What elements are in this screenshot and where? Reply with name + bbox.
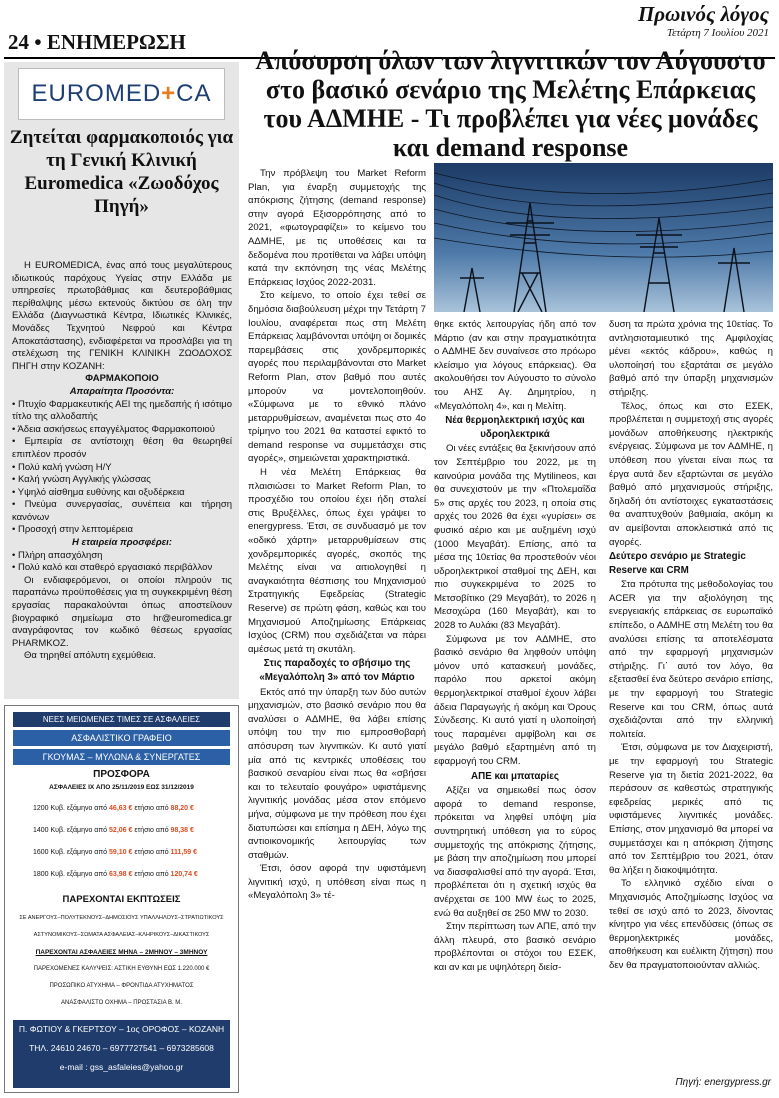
requirement-item: • Εμπειρία σε αντίστοιχη θέση θα θεωρηθεί επιπλέον προσόν: [12, 436, 232, 460]
ad-offer-period: ΑΣΦΑΛΕΙΕΣ ΙΧ ΑΠΟ 25/11/2019 ΕΩΣ 31/12/2019: [49, 784, 194, 791]
paragraph: Στην περίπτωση των ΑΠΕ, από την άλλη πλευρά, στο βασικό σενάριο προβλέπονται οι στόχοι του ΕΣΕΚ, και αν και με υψηλότερη διείσ-: [434, 921, 596, 973]
paragraph: Την πρόβλεψη του Market Reform Plan, για έναρξη συμμετοχής της απόκρισης ζήτησης (demand response) στην αγορά Εξισορρόπησης από το 2021, «φωτογραφίζει» το κείμενο του ΑΔΜΗΕ, με τις υποθέσεις και τα δεδομένα που προτίθεται να λάβει υπόψη κατά την εκπόνηση της νέας Μελέτης Επάρκειας Ισχύος 2022-2031.: [248, 168, 426, 288]
ad-coverage-line: ΑΝΑΣΦΑΛΙΣΤΟ ΟΧΗΜΑ – ΠΡΟΣΤΑΣΙΑ Β. Μ.: [61, 1000, 182, 1006]
offers-heading: Η εταιρεία προσφέρει:: [72, 537, 172, 549]
issue-date: Τετάρτη 7 Ιουλίου 2021: [666, 27, 769, 39]
requirement-item: • Άδεια ασκήσεως επαγγέλματος Φαρμακοποιού: [12, 423, 215, 435]
subheading: Δεύτερο σενάριο με Strategic Reserve και CRM: [609, 551, 746, 576]
article-column-3: [609, 318, 773, 973]
ad-price-list: [33, 798, 223, 886]
ad-coverage-line: ΠΑΡΕΧΟΜΕΝΕΣ ΚΑΛΥΨΕΙΣ: ΑΣΤΙΚΗ ΕΥΘΥΝΗ ΕΩΣ 1.220.000 €: [33, 966, 210, 972]
subheading: Στις παραδοχές το σβήσιμο της «Μεγαλόπολη 3» από τον Μάρτιο: [259, 658, 415, 683]
sidebar-job-ad: [4, 62, 239, 699]
paragraph: Το ελληνικό σχέδιο είναι ο Μηχανισμός Αποζημίωσης Ισχύος να τεθεί σε ισχύ από το 2023, δίνοντας κίνητρο για νέες επενδύσεις (όπως σε θερμοηλεκτρικές μονάδες, αποθήκευση και ευέλικτη ζήτηση) που δεν θα πραγματοποιούνταν αλλιώς.: [609, 878, 773, 971]
paragraph: Οι νέες εντάξεις θα ξεκινήσουν από τον Σεπτέμβριο του 2022, με τη καινούρια μονάδα της Mytilineos, και θα συνεχιστούν με την «Πτολεμαΐδα 5» στις αρχές του 2023, η οποία στις αρχές του 2026 θα έχει «γυρίσει» σε φυσικό αέριο και με αυξημένη ισχύ (1000 Μεγαβάτ). Επίσης, από τα μέσα της 10ετίας θα προστεθούν νέοι υδροηλεκτρικοί σταθμοί της ΔΕΗ, και πιο συγκεκριμένα το 2025 το Μετσοβίτικο (29 Μεγαβάτ), το 2026 η Μεσοχώρα (160 Μεγαβάτ), και το 2028 το Αυλάκι (83 Μεγαβάτ).: [434, 443, 596, 632]
paragraph: Στο κείμενο, το οποίο έχει τεθεί σε δημόσια διαβούλευση μέχρι την Τετάρτη 7 Ιουλίου, αναφέρεται πως στη Μελέτη Επάρκειας λαμβάνονται υπόψη οι δομικές παρεμβάσεις στις χονδρεμπορικές αγορές που περιλαμβάνονται στο Market Reform Plan, στον βαθμό που αυτές μπορούν να μοντελοποιηθούν. «Σύμφωνα με το εθνικό πλάνο μεταρρυθμίσεων, αναμένεται πως στο 4ο τρίμηνο του 2021 θα καταστεί εφικτό το demand response να συμμετάσχει στις αγορές», σημειώνεται χαρακτηριστικά.: [248, 290, 426, 465]
requirements-heading: Απαραίτητα Προσόντα:: [69, 385, 175, 397]
paragraph: Σύμφωνα με τον ΑΔΜΗΕ, στο βασικό σενάριο θα ληφθούν υπόψη μόνον υπό κατασκευή μονάδες, παρόλο που αρκετοί ακόμη θερμοηλεκτρικοί σταθμοί έχουν λάβει άδεια Παραγωγής ή ακόμη και Όρους Σύνδεσης. Κι αυτό γιατί η υλοποίησή τους παραμένει αμφίβολη και σε μεγάλο βαθμό εξαρτημένη από τη εφαρμογή του CRM.: [434, 633, 596, 767]
article-column-2: [434, 318, 596, 975]
job-apply-text: Οι ενδιαφερόμενοι, οι οποίοι πληρούν τις παραπάνω προϋποθέσεις για τη συγκεκριμένη θέση εργασίας παρακαλούνται όπως αποστείλουν βιογραφικό σημείωμα στο hr@euromedica.gr αναγράφοντας τον κωδικό θέσεως εργασίας PHARMKOZ.: [12, 574, 232, 649]
requirement-item: • Προσοχή στην λεπτομέρεια: [12, 524, 133, 536]
requirement-item: • Πολύ καλή γνώση Η/Υ: [12, 461, 112, 473]
ad-contact-box: [13, 1020, 230, 1088]
job-body: [12, 260, 232, 663]
page-header: 24 • ΕΝΗΜΕΡΩΣΗ: [8, 30, 186, 54]
price-row: 1400 Κυβ. εξάμηνο από 52,06 € ετήσιο από 98,38 €: [33, 827, 194, 834]
insurance-ad: [4, 705, 239, 1093]
pylons-photo: [434, 163, 773, 312]
ad-banner: ΝΕΕΣ ΜΕΙΩΜΕΝΕΣ ΤΙΜΕΣ ΣΕ ΑΣΦΑΛΕΙΕΣ: [13, 712, 230, 727]
ad-terms-line: ΠΑΡΕΧΟΝΤΑΙ ΑΣΦΑΛΕΙΕΣ ΜΗΝΑ – 2ΜΗΝΟΥ – 3ΜΗΝΟΥ: [35, 949, 208, 956]
paragraph: δυση τα πρώτα χρόνια της 10ετίας. Το αντλησιοταμιευτικό της Αμφιλοχίας μένει «εκτός κάδρου», καθώς η υλοποίησή του εξαρτάται σε μεγάλο βαθμό από την ύπαρξη μηχανισμών στήριξης.: [609, 319, 773, 398]
ad-discounts-title: ΠΑΡΕΧΟΝΤΑΙ ΕΚΠΤΩΣΕΙΣ: [62, 894, 181, 905]
logo-text-2: CA: [176, 80, 212, 107]
paragraph: Τέλος, όπως και στο ΕΣΕΚ, προβλέπεται η συμμετοχή στις αγορές μονάδων αποθήκευσης ηλεκτρικής ενέργειας. Σύμφωνα με τον ΑΔΜΗΕ, η υπόθεση που γίνεται είναι πως τα έργα αυτά δεν εξαρτώνται σε μεγάλο βαθμό από μηχανισμούς στήριξης, δηλαδή ότι αντίστοιχες εγκαταστάσεις θα αναπτυχθούν βαθμιαία, ακόμη κι αν αμείβονται αποκλειστικά από τις αγορές.: [609, 400, 773, 548]
ad-discount-line: ΣΕ ΑΝΕΡΓΟΥΣ–ΠΟΛΥΤΕΚΝΟΥΣ–ΔΗΜΟΣΙΟΥΣ ΥΠΑΛΛΗΛΟΥΣ–ΣΤΡΑΤΙΩΤΙΚΟΥΣ: [19, 915, 224, 921]
job-confidentiality: Θα τηρηθεί απόλυτη εχεμύθεια.: [24, 650, 156, 662]
paragraph: Εκτός από την ύπαρξη των δύο αυτών μηχανισμών, στο βασικό σενάριο που θα αναλύσει ο ΑΔΜΗΕ, θα λάβει επίσης υπόψη του την πιο εμπροσθοβαρή απόσυρση των λιγνιτικών. Κι αυτό γιατί μία από τις κεντρικές υποθέσεις του βασικού σεναρίου είναι πως θα «σβήσει και το τελευταίο φουγάρο» υφιστάμενης λιγνιτικής μονάδας μέσα στον επόμενο μήνα, σύμφωνα με την πρόθεση που έχει διατυπώσει και επίσημα η ΔΕΗ, λόγω της αντιοικονομικής λειτουργίας των σταθμών.: [248, 686, 426, 861]
paragraph: θηκε εκτός λειτουργίας ήδη από τον Μάρτιο (αν και στην πραγματικότητα ο ΑΔΜΗΕ δεν συναίνεσε στο πρόωρο κλείσιμο για λόγους επάρκειας). Θα ακολουθήσει τον Αύγουστο το σύνολο του ΑΗΣ Αγ. Δημητρίου, η «Μεγαλόπολη 4», και η Μελίτη.: [434, 319, 596, 412]
ad-address: Π. ΦΩΤΙΟΥ & ΓΚΕΡΤΣΟΥ – 1ος ΟΡΟΦΟΣ – ΚΟΖΑΝΗ: [18, 1024, 225, 1034]
ad-phone: ΤΗΛ. 24610 24670 – 6977727541 – 6973285608: [29, 1043, 214, 1053]
subheading: Νέα θερμοηλεκτρική ισχύς και υδροηλεκτρικά: [445, 415, 585, 440]
requirement-item: • Πτυχίο Φαρμακευτικής ΑΕΙ της ημεδαπής ή ισότιμο τίτλο της αλλοδαπής: [12, 398, 232, 423]
job-role: ΦΑΡΜΑΚΟΠΟΙΟ: [85, 373, 159, 385]
article-title: Απόσυρση όλων των λιγνιτικών τον Αύγουστο στο βασικό σενάριο της Μελέτης Επάρκειας του ΑΔΜΗΕ - Τι προβλέπει για νέες μονάδες και demand response: [255, 46, 766, 162]
paragraph: Έτσι, σύμφωνα με τον Διαχειριστή, με την εφαρμογή του Strategic Reserve για τη διετία 2021-2022, θα περάσουν σε καθεστώς στρατηγικής εφεδρείας μερικές από τις υφιστάμενες λιγνιτικές μονάδες. Επίσης, στον μηχανισμό θα μπορεί να συμμετάσχει και η απόκριση ζήτησης από τον Σεπτέμβριο του 2021, όταν θα λήξει η διακοψιμότητα.: [609, 742, 773, 876]
job-heading: Ζητείται φαρμακοποιός για τη Γενική Κλινική Euromedica «Ζωοδόχος Πηγή»: [9, 127, 234, 217]
offer-item: • Πλήρη απασχόληση: [12, 549, 103, 561]
paragraph: Η νέα Μελέτη Επάρκειας θα πλαισιώσει το Market Reform Plan, το προσχέδιο του οποίου έχει ήδη σταλεί στις Βρυξέλλες, όπως έχει γράψει το energypress. Έτσι, σε συνδυασμό με τον «οδικό χάρτη» μεταρρυθμίσεων στις χονδρεμπορικές αγορές, σκοπός της Μελέτης είναι να αιτιολογηθεί η αναγκαιότητα θέσπισης του Μηχανισμού Στρατηγικής Εφεδρείας (Strategic Reserve) σε πρώτη φάση, καθώς και του Μηχανισμού Αποζημίωσης Επάρκειας Ισχύος (CRM) που σχεδιάζεται να πάρει αμέσως μετά τη σκυτάλη.: [248, 467, 426, 655]
ad-discount-line: ΑΣΤΥΝΟΜΙΚΟΥΣ–ΣΩΜΑΤΑ ΑΣΦΑΛΕΙΑΣ–ΚΛΗΡΙΚΟΥΣ–ΔΙΚΑΣΤΙΚΟΥΣ: [33, 932, 210, 938]
logo-text-1: EUROMED: [31, 80, 162, 107]
ad-email: e-mail : gss_asfaleies@yahoo.gr: [59, 1062, 184, 1072]
ad-coverage-line: ΠΡΟΣΩΠΙΚΟ ΑΤΥΧΗΜΑ – ΦΡΟΝΤΙΔΑ ΑΤΥΧΗΜΑΤΟΣ: [49, 983, 194, 989]
subheading: ΑΠΕ και μπαταρίες: [471, 770, 559, 782]
requirement-item: • Υψηλό αίσθημα ευθύνης και οξυδέρκεια: [12, 486, 185, 498]
euromedica-logo: [18, 68, 225, 120]
ad-offer-title: ΠΡΟΣΦΟΡΑ: [93, 769, 150, 780]
paragraph: Αξίζει να σημειωθεί πως όσον αφορά το demand response, πρόκειται να ληφθεί υπόψη μία συντηρητική υπόθεση για το εύρος συμμετοχής της απόκρισης ζήτησης, με βάση την αποζημίωση που μπορεί να διασφαλισθεί από την αγορά. Έτσι, προβλέπεται ότι η σχετική ισχύς θα ανέρχεται σε 100 MW έως το 2025, ενώ θα αυξηθεί σε 250 MW το 2030.: [434, 785, 596, 919]
ad-office-name: ΑΣΦΑΛΙΣΤΙΚΟ ΓΡΑΦΕΙΟ: [13, 730, 230, 746]
paragraph: Έτσι, όσον αφορά την υφιστάμενη λιγνιτική ισχύ, η υπόθεση είναι πως η «Μεγαλόπολη 3» τέ-: [248, 863, 426, 902]
requirement-item: • Πνεύμα συνεργασίας, συνέπεια και τήρηση κανόνων: [12, 499, 232, 523]
paragraph: Στα πρότυπα της μεθοδολογίας του ACER για την αξιολόγηση της ενεργειακής επάρκειας σε ευρωπαϊκό επίπεδο, ο ΑΔΜΗΕ στη Μελέτη του θα αναλύσει επίσης τα αποτελέσματα από την εφαρμογή μηχανισμών στήριξης. Γι΄ αυτό τον λόγο, θα εξετασθεί ένα δεύτερο σενάριο επίσης, με την εφαρμογή του Strategic Reserve και του CRM, όπως αυτά σχεδιάζονται από την ελληνική πολιτεία.: [609, 579, 773, 740]
price-row: 1600 Κυβ. εξάμηνο από 59,10 € ετήσιο από 111,59 €: [33, 849, 198, 856]
requirement-item: • Καλή γνώση Αγγλικής γλώσσας: [12, 474, 151, 486]
ad-partners: ΓΚΟΥΜΑΣ – ΜΥΛΩΝΑ & ΣΥΝΕΡΓΑΤΕΣ: [13, 749, 230, 765]
offer-item: • Πολύ καλό και σταθερό εργασιακό περιβάλλον: [12, 562, 213, 574]
logo-cross: +: [161, 80, 177, 107]
masthead: Πρωινός λόγος: [637, 2, 769, 26]
price-row: 1200 Κυβ. εξάμηνο από 46,63 € ετήσιο από 88,20 €: [33, 805, 194, 812]
article-column-1: [248, 167, 426, 903]
price-row: 1800 Κυβ. εξάμηνο από 63,98 € ετήσιο από 120,74 €: [33, 871, 198, 878]
article-source: Πηγή: energypress.gr: [675, 1077, 771, 1088]
job-intro: Η EUROMEDICA, ένας από τους μεγαλύτερους ιδιωτικούς παρόχους Υγείας στην Ελλάδα με υπηρεσίες πρωτοβάθμιας και δευτεροβάθμιας περίθαλψης μέσω εκτενούς δικτύου σε όλη την Ελλάδα (Διαγνωστικά Κέντρα, Ιδιωτικές Κλινικές, Μονάδες Τεχνητού Νεφρού και Κέντρα Αποκατάστασης), ενδιαφέρεται να προσλάβει για τη στελέχωση της ΓΕΝΙΚΗ ΚΛΙΝΙΚΗ ΖΩΟΔΟΧΟΣ ΠΗΓΗ στην ΚΟΖΑΝΗ:: [12, 260, 232, 372]
